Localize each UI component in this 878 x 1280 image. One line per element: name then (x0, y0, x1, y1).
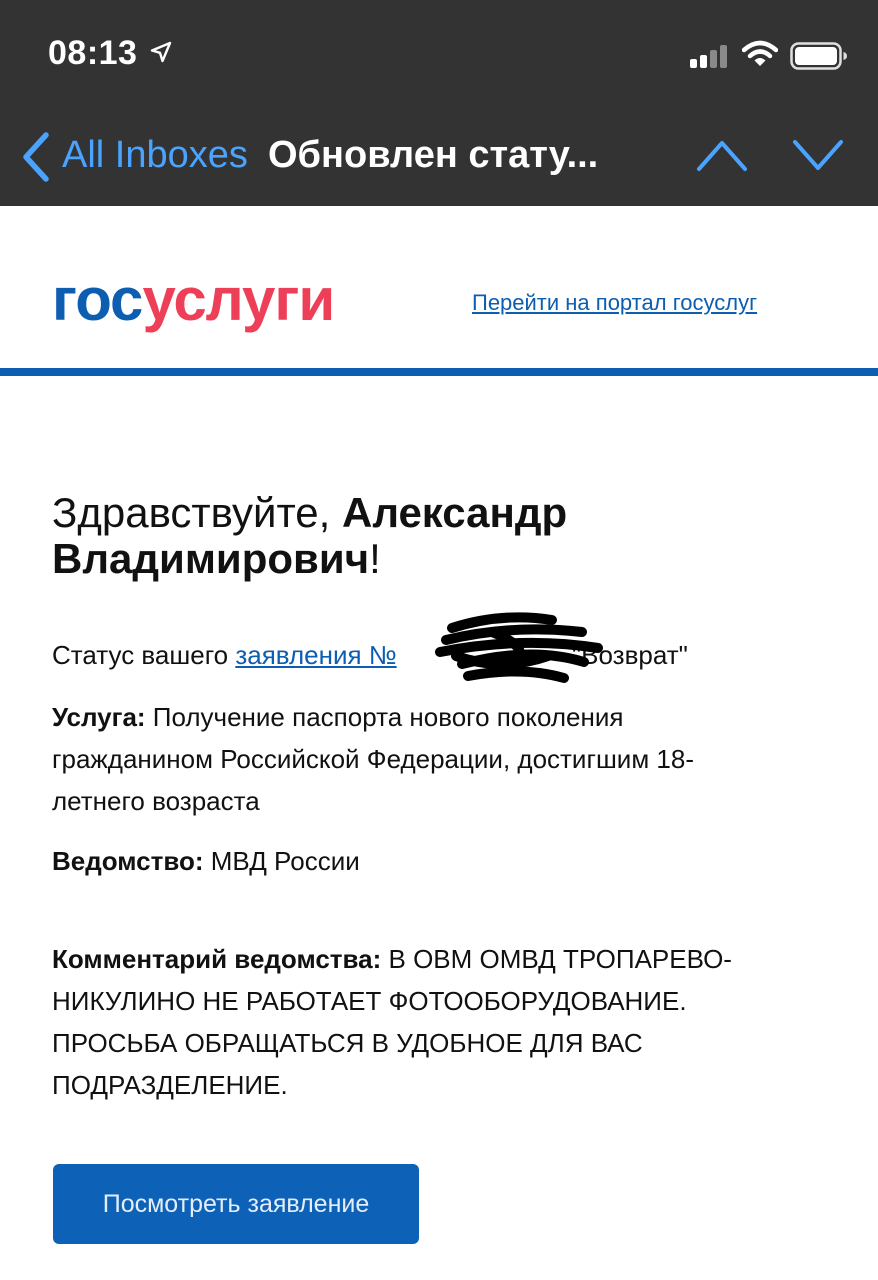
top-bar (0, 0, 878, 206)
status-time: 08:13 (48, 34, 138, 72)
chevron-up-icon[interactable] (696, 138, 748, 172)
application-link[interactable]: заявления № (235, 640, 397, 670)
portal-link[interactable]: Перейти на портал госуслуг (472, 290, 758, 315)
service-label: Услуга: (52, 702, 146, 732)
recipient-name: Александр Владимирович (52, 489, 568, 582)
comment-label: Комментарий ведомства: (52, 944, 382, 974)
wifi-icon (742, 40, 778, 68)
location-arrow-icon (149, 40, 173, 64)
chevron-down-icon[interactable] (792, 138, 844, 172)
agency-value: МВД России (203, 846, 360, 876)
greeting-suffix: ! (369, 535, 381, 582)
greeting-heading (52, 490, 832, 582)
all-inboxes-back-button[interactable]: All Inboxes (62, 134, 248, 176)
agency-label: Ведомство: (52, 846, 204, 876)
status-value: "Возврат" (564, 640, 688, 670)
status-prefix: Статус вашего (52, 640, 236, 670)
back-chevron-icon[interactable] (20, 132, 52, 182)
comment-value: В ОВМ ОМВД ТРОПАРЕВО-НИКУЛИНО НЕ РАБОТАЕТ ФОТООБОРУДОВАНИЕ. ПРОСЬБА ОБРАЩАТЬСЯ В УДОБНОЕ ДЛЯ ВАС ПОДРАЗДЕЛЕНИЕ. (52, 944, 732, 1100)
battery-icon (790, 42, 848, 70)
logo-part-uslugi: услуги (142, 266, 335, 333)
redaction-scribble (432, 606, 604, 690)
cellular-signal-icon (690, 44, 730, 68)
service-info (52, 696, 782, 822)
view-application-button[interactable]: Посмотреть заявление (53, 1164, 419, 1244)
mail-subject-title: Обновлен стату... (268, 134, 599, 176)
header-divider (0, 368, 878, 376)
agency-info (52, 840, 832, 882)
agency-comment (52, 938, 812, 1106)
logo-part-gos: гос (52, 266, 143, 333)
gosuslugi-logo (52, 266, 335, 333)
greeting-prefix: Здравствуйте, (52, 489, 342, 536)
service-value: Получение паспорта нового поколения гражданином Российской Федерации, достигшим 18-летнего возраста (52, 702, 695, 816)
